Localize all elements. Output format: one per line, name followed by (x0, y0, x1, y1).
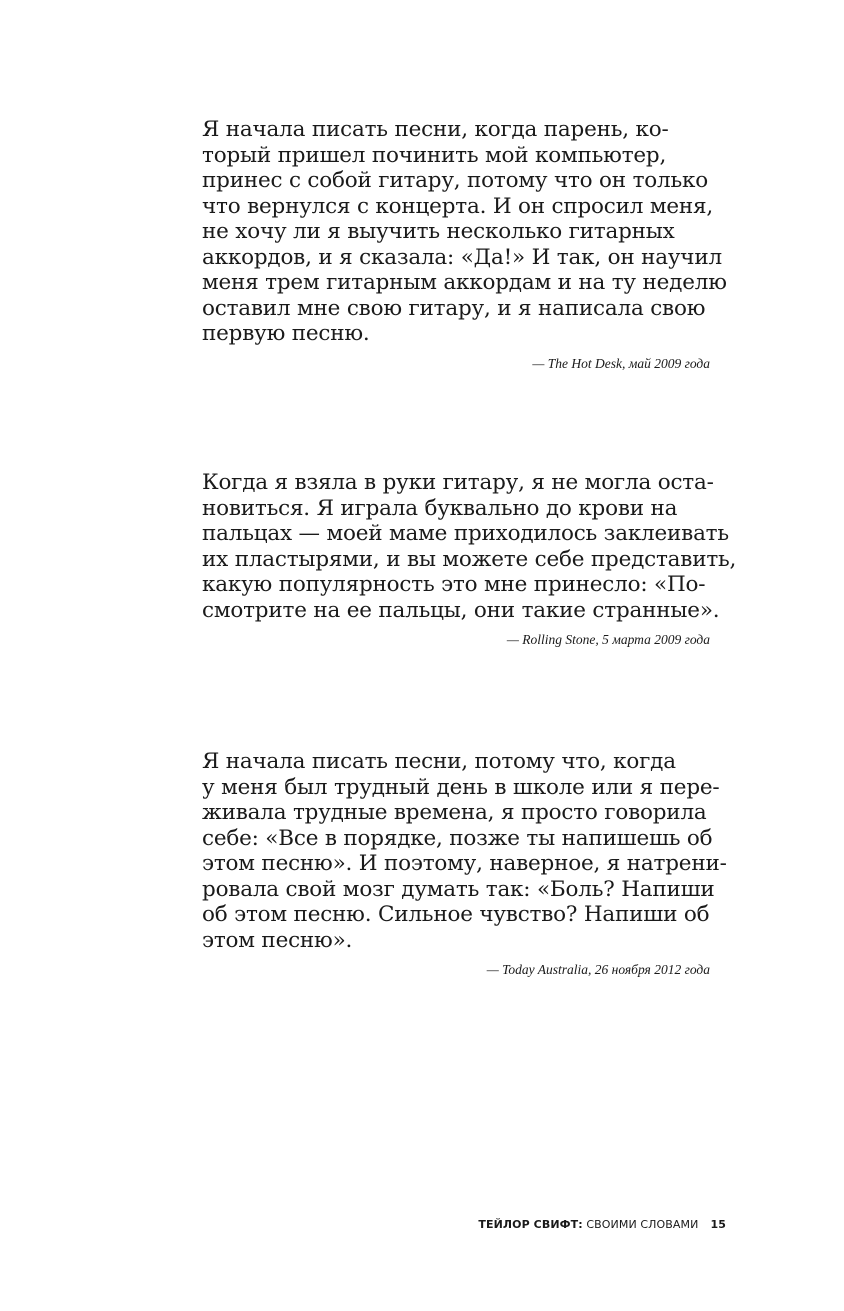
quote-line: что вернулся с концерта. И он спросил меня, (202, 193, 714, 219)
quote-2-text (202, 470, 737, 623)
quote-line: какую популярность это мне принесло: «По- (202, 572, 706, 597)
quote-2 (202, 470, 737, 649)
quote-line: этом песню». (202, 927, 353, 953)
quote-line: ровала свой мозг думать так: «Боль? Напиши (202, 876, 715, 902)
quote-1 (202, 117, 727, 373)
quote-line: смотрите на ее пальцы, они такие странные». (202, 597, 720, 623)
quote-line: Я начала писать песни, когда парень, ко- (202, 117, 669, 142)
quote-line: торый пришел починить мой компьютер, (202, 142, 667, 168)
quote-line: меня трем гитарным аккордам и на ту неделю (202, 270, 727, 295)
page-number: 15 (710, 1218, 726, 1231)
running-footer (478, 1218, 726, 1232)
quote-3 (202, 749, 727, 979)
quote-line: себе: «Все в порядке, позже ты напишешь об (202, 825, 713, 851)
quote-line: их пластырями, и вы можете себе представить, (202, 546, 737, 572)
quote-line: живала трудные времена, я просто говорила (202, 800, 707, 825)
quote-1-text (202, 117, 727, 347)
quote-line: аккордов, и я сказала: «Да!» И так, он научил (202, 244, 722, 270)
quote-line: оставил мне свою гитару, и я написала свою (202, 295, 706, 321)
quote-1-source: — The Hot Desk, май 2009 года (532, 355, 710, 371)
quote-line: Я начала писать песни, потому что, когда (202, 749, 676, 774)
quote-line: пальцах — моей маме приходилось заклеивать (202, 521, 729, 546)
quote-line: новиться. Я играла буквально до крови на (202, 495, 678, 521)
quote-2-source: — Rolling Stone, 5 марта 2009 года (506, 632, 710, 647)
footer-author: ТЕЙЛОР СВИФТ: (478, 1218, 583, 1231)
quote-line: принес с собой гитару, потому что он только (202, 168, 708, 193)
quote-line: об этом песню. Сильное чувство? Напиши об (202, 902, 710, 927)
quote-line: не хочу ли я выучить несколько гитарных (202, 219, 675, 244)
quote-3-source: — Today Australia, 26 ноября 2012 года (486, 962, 710, 977)
footer-book-title: СВОИМИ СЛОВАМИ (582, 1218, 699, 1231)
quote-line: у меня был трудный день в школе или я пере- (202, 774, 720, 800)
quote-line: этом песню». И поэтому, наверное, я натрени- (202, 851, 727, 876)
quote-line: Когда я взяла в руки гитару, я не могла оста- (202, 470, 714, 495)
quote-line: первую песню. (202, 321, 370, 346)
quote-3-text (202, 749, 727, 953)
